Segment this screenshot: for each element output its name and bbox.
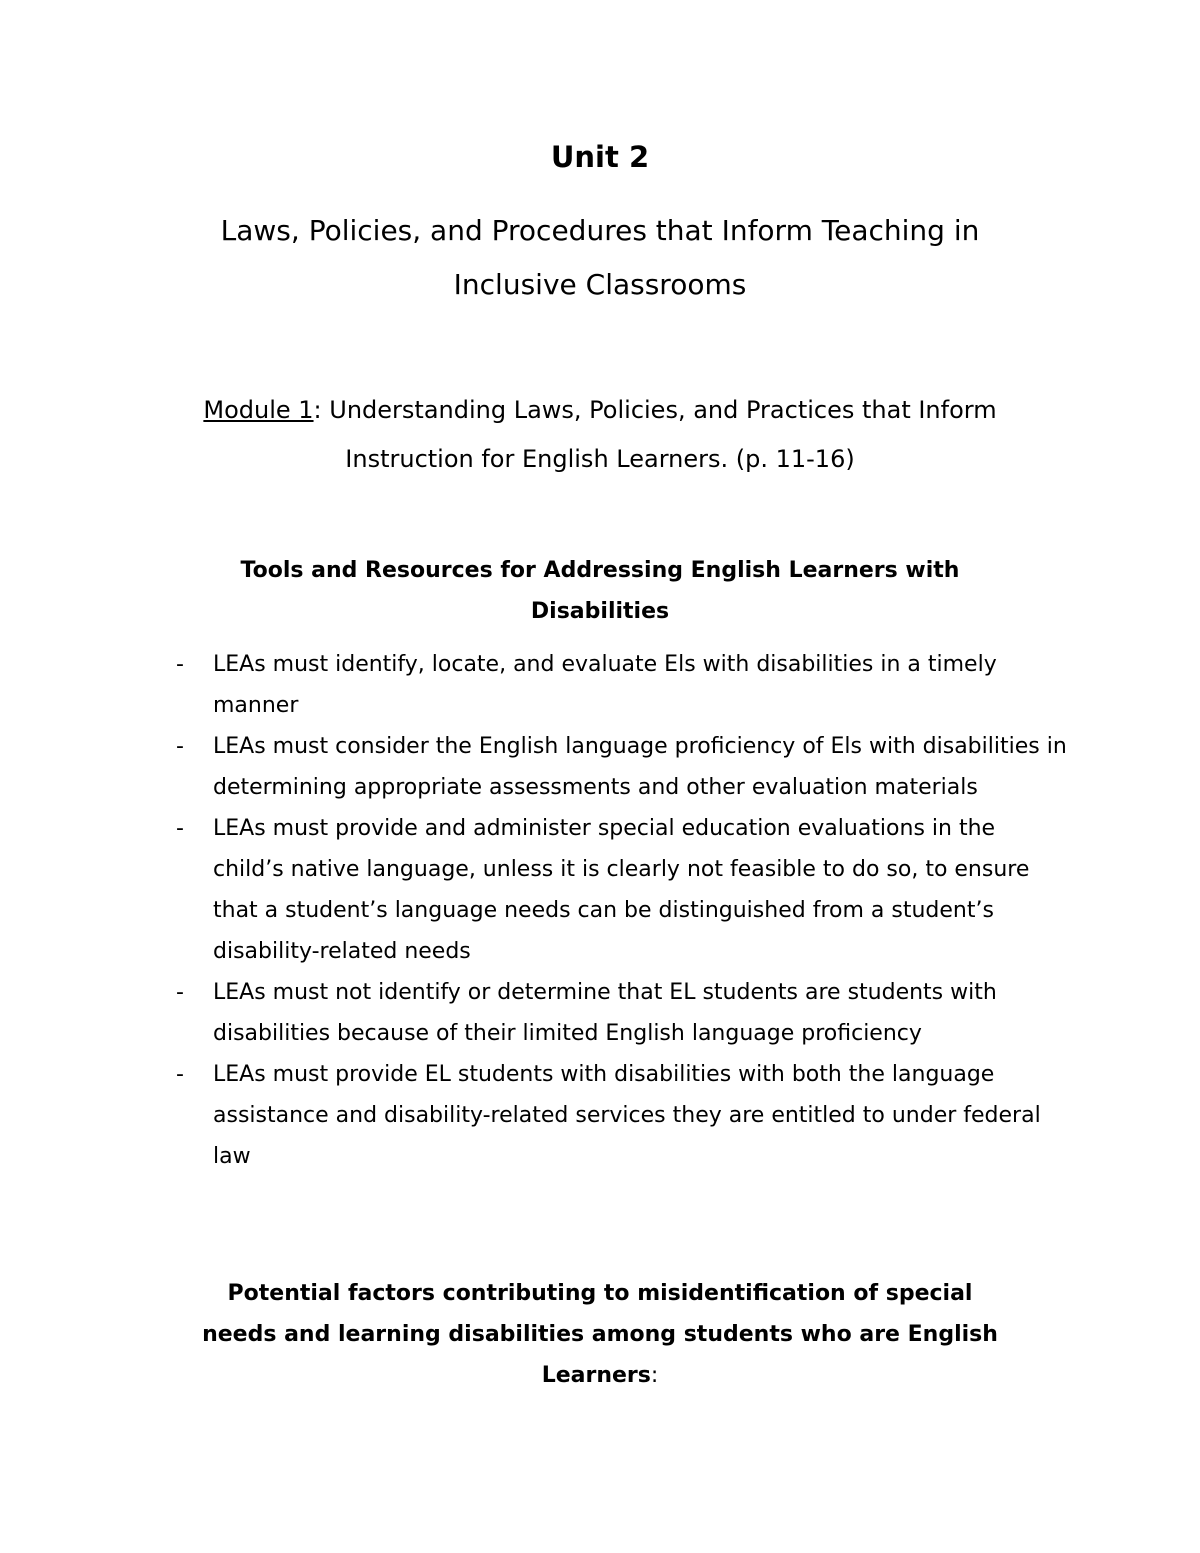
- list-item-text: LEAs must identify, locate, and evaluate Els with disabilities in a timely manner: [213, 652, 997, 718]
- list-item: [170, 726, 1070, 808]
- module-heading: [100, 386, 1100, 484]
- section-heading-factors-line-3: [150, 1355, 1050, 1396]
- dash-bullet-icon: -: [176, 1062, 184, 1087]
- list-item-text: LEAs must provide EL students with disabilities with both the language assistance and disability-related services they are entitled to under federal law: [213, 1062, 1041, 1169]
- requirements-list: [170, 644, 1070, 1177]
- module-label: Module 1: [203, 396, 314, 424]
- list-item: [170, 808, 1070, 972]
- unit-subtitle: [100, 204, 1100, 312]
- module-heading-line-1: [100, 386, 1100, 435]
- dash-bullet-icon: -: [176, 980, 184, 1005]
- section-heading-factors: [150, 1273, 1050, 1396]
- section-heading-tools-line-2: Disabilities: [530, 599, 670, 624]
- module-text-line-1: : Understanding Laws, Policies, and Practices that Inform: [313, 396, 997, 424]
- section-heading-factors-line-3-text: Learners: [541, 1363, 651, 1388]
- list-item-text: LEAs must not identify or determine that EL students are students with disabilities because of their limited English language proficiency: [213, 980, 997, 1046]
- dash-bullet-icon: -: [176, 816, 184, 841]
- section-heading-tools: [160, 550, 1040, 632]
- section-heading-factors-line-1: Potential factors contributing to misidentification of special: [227, 1281, 973, 1306]
- unit-subtitle-line-1: Laws, Policies, and Procedures that Inform Teaching in: [220, 214, 980, 247]
- list-item-text: LEAs must consider the English language proficiency of Els with disabilities in determining appropriate assessments and other evaluation materials: [213, 734, 1067, 800]
- unit-subtitle-line-2: Inclusive Classrooms: [453, 268, 747, 301]
- list-item: [170, 644, 1070, 726]
- section-heading-tools-line-1: Tools and Resources for Addressing English Learners with: [240, 558, 960, 583]
- list-item: [170, 972, 1070, 1054]
- dash-bullet-icon: -: [176, 734, 184, 759]
- dash-bullet-icon: -: [176, 652, 184, 677]
- module-heading-line-2: Instruction for English Learners. (p. 11-16): [345, 445, 855, 473]
- section-heading-factors-line-2: needs and learning disabilities among students who are English: [202, 1322, 998, 1347]
- list-item-text: LEAs must provide and administer special education evaluations in the child’s native language, unless it is clearly not feasible to do so, to ensure that a student’s language needs can be distinguished from a student’s disability-related needs: [213, 816, 1030, 964]
- list-item: [170, 1054, 1070, 1177]
- unit-title: Unit 2: [550, 140, 650, 174]
- section-heading-factors-colon: :: [650, 1363, 659, 1388]
